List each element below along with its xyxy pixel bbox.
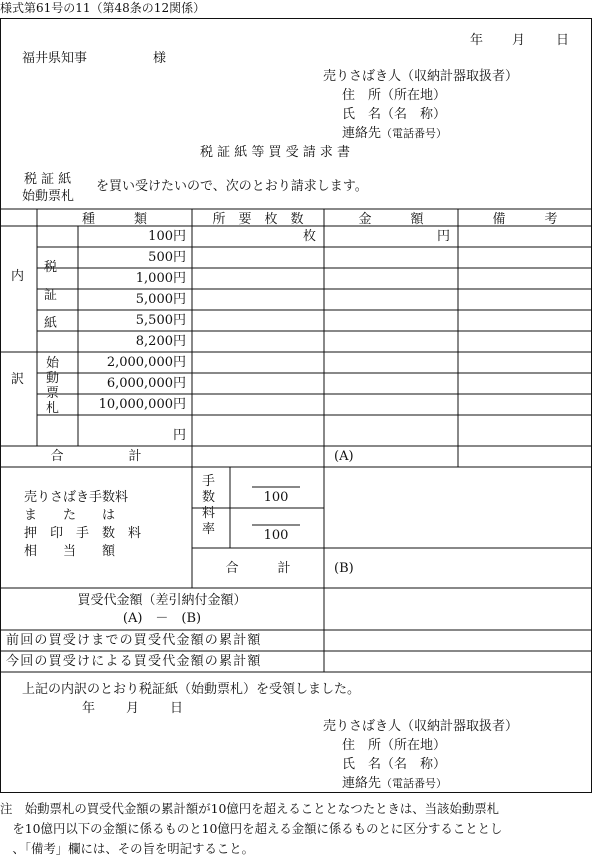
side-label-breakdown: 訳 bbox=[11, 372, 25, 387]
addressee-honorific: 様 bbox=[153, 51, 167, 66]
fee-label-line3: 押 印 手 数 料 bbox=[24, 526, 142, 541]
cumulative-previous-label: 前回の買受けまでの買受代金額の累計額 bbox=[6, 633, 262, 648]
request-text: を買い受けたいので、次のとおり請求します。 bbox=[96, 179, 368, 194]
receipt-text: 上記の内訳のとおり税証紙（始動票札）を受領しました。 bbox=[22, 682, 361, 697]
fee-rate-denominator-1: 100 bbox=[263, 490, 289, 505]
total-label: 合 計 bbox=[50, 449, 142, 464]
row-500: 500円 bbox=[148, 250, 186, 265]
receipt-date-month: 月 bbox=[126, 701, 140, 716]
header-remarks: 備 考 bbox=[492, 212, 558, 227]
fee-rate-denominator-2: 100 bbox=[263, 528, 289, 543]
request-option-tax-stamp: 税 証 紙 bbox=[24, 172, 72, 187]
form-frame bbox=[0, 18, 592, 793]
request-option-starting-ticket: 始動票札 bbox=[22, 189, 75, 204]
fee-label-line1: 売りさばき手数料 bbox=[24, 490, 129, 505]
row-100: 100円 bbox=[148, 229, 186, 244]
row-5500: 5,500円 bbox=[135, 313, 186, 328]
fee-total-mark-b: (B) bbox=[334, 561, 354, 576]
group-tax-stamp-label: 税 証 紙 bbox=[44, 260, 58, 331]
date-month: 月 bbox=[512, 33, 526, 48]
header-count: 所 要 枚 数 bbox=[212, 212, 304, 227]
date-year: 年 bbox=[470, 33, 484, 48]
note-line-2: を10億円以下の金額に係るものと10億円を超える金額に係るものとに区分することとし bbox=[0, 821, 503, 836]
fee-label-line2: ま た は bbox=[24, 508, 116, 523]
row-5000: 5,000円 bbox=[135, 292, 186, 307]
unit-count: 枚 bbox=[302, 229, 316, 244]
applicant-name-label: 氏 名（名 称） bbox=[342, 107, 447, 122]
unit-amount: 円 bbox=[436, 229, 450, 244]
cumulative-current-label: 今回の買受けによる買受代金額の累計額 bbox=[6, 654, 262, 669]
row-8200: 8,200円 bbox=[135, 334, 186, 349]
purchase-price-formula: (A) － (B) bbox=[122, 611, 202, 626]
applicant-title: 売りさばき人（収納計器取扱者） bbox=[323, 69, 519, 84]
fee-rate-label: 手 数 料 率 bbox=[202, 474, 216, 537]
row-1000: 1,000円 bbox=[135, 271, 186, 286]
header-amount: 金 額 bbox=[358, 212, 424, 227]
fee-total-label: 合 計 bbox=[225, 561, 291, 576]
receipt-address-label: 住 所（所在地） bbox=[342, 738, 447, 753]
document-title: 税 証 紙 等 買 受 請 求 書 bbox=[200, 145, 351, 160]
date-day: 日 bbox=[556, 33, 570, 48]
receipt-title: 売りさばき人（収納計器取扱者） bbox=[323, 719, 519, 734]
fee-label-line4: 相 当 額 bbox=[24, 544, 116, 559]
row-10000000: 10,000,000円 bbox=[98, 397, 186, 412]
row-2000000: 2,000,000円 bbox=[106, 355, 186, 370]
header-type: 種 類 bbox=[81, 212, 147, 227]
group-starting-ticket-label: 始 動 票 札 bbox=[46, 356, 60, 416]
note-line-3: 、「備考」欄には、その旨を明記すること。 bbox=[0, 841, 255, 856]
receipt-name-label: 氏 名（名 称） bbox=[342, 757, 447, 772]
total-mark-a: (A) bbox=[334, 449, 354, 464]
applicant-contact-label: 連絡先（電話番号） bbox=[342, 126, 448, 141]
receipt-contact-label: 連絡先（電話番号） bbox=[342, 776, 448, 791]
addressee-name: 福井県知事 bbox=[22, 51, 88, 66]
form-number: 様式第61号の11（第48条の12関係） bbox=[0, 1, 206, 15]
applicant-address-label: 住 所（所在地） bbox=[342, 88, 447, 103]
receipt-date-day: 日 bbox=[170, 701, 184, 716]
row-other-yen: 円 bbox=[172, 428, 186, 443]
purchase-price-label: 買受代金額（差引納付金額） bbox=[77, 593, 247, 608]
note-line-1: 注 始動票札の買受代金額の累計額が10億円を超えることとなつたときは、当該始動票札 bbox=[0, 801, 500, 816]
row-6000000: 6,000,000円 bbox=[106, 376, 186, 391]
receipt-date-year: 年 bbox=[82, 701, 96, 716]
side-label-inside: 内 bbox=[11, 269, 25, 284]
